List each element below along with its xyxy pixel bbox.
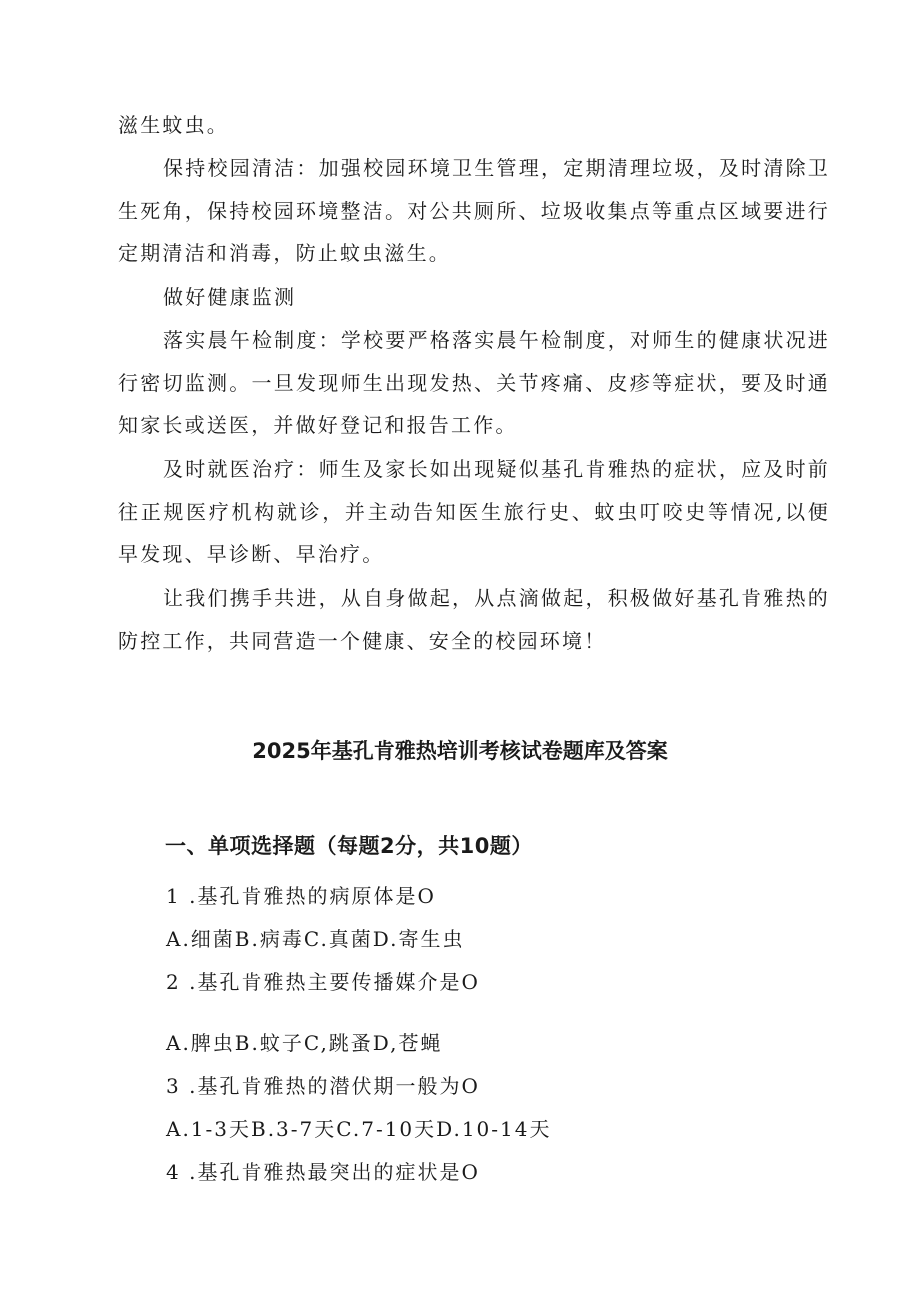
- paragraph-timely-treatment: 及时就医治疗：师生及家长如出现疑似基孔肯雅热的症状，应及时前往正规医疗机构就诊，并主动告知医生旅行史、蚊虫叮咬史等情况,以便早发现、早诊断、早治疗。: [118, 457, 830, 566]
- question-options: A.脾虫B.蚊子C,跳蚤D,苍蝇: [166, 1031, 443, 1055]
- question-stem: 3 .基孔肯雅热的潜伏期一般为O: [166, 1074, 480, 1098]
- exam-title: 2025年基孔肯雅热培训考核试卷题库及答案: [252, 739, 668, 763]
- question-options: A.1-3天B.3-7天C.7-10天D.10-14天: [166, 1117, 552, 1141]
- paragraph-morning-check: 落实晨午检制度：学校要严格落实晨午检制度，对师生的健康状况进行密切监测。一旦发现师生出现发热、关节疼痛、皮疹等症状，要及时通知家长或送医，并做好登记和报告工作。: [118, 328, 830, 437]
- paragraph-closing: 让我们携手共进，从自身做起，从点滴做起，积极做好基孔肯雅热的防控工作，共同营造一个健康、安全的校园环境！: [118, 586, 830, 653]
- paragraph-subheading-health-monitoring: 做好健康监测: [163, 285, 297, 309]
- section-heading-single-choice: 一、单项选择题（每题2分，共10题）: [165, 834, 533, 858]
- paragraph-continuation: 滋生蚊虫。: [118, 113, 229, 137]
- question-options: A.细菌B.病毒C.真菌D.寄生虫: [166, 927, 465, 951]
- question-stem: 4 .基孔肯雅热最突出的症状是O: [166, 1160, 480, 1184]
- question-stem: 2 .基孔肯雅热主要传播媒介是O: [166, 970, 480, 994]
- question-stem: 1 .基孔肯雅热的病原体是O: [166, 884, 436, 908]
- paragraph-keep-campus-clean: 保持校园清洁：加强校园环境卫生管理，定期清理垃圾，及时清除卫生死角，保持校园环境整洁。对公共厕所、垃圾收集点等重点区域要进行定期清洁和消毒，防止蚊虫滋生。: [118, 156, 830, 265]
